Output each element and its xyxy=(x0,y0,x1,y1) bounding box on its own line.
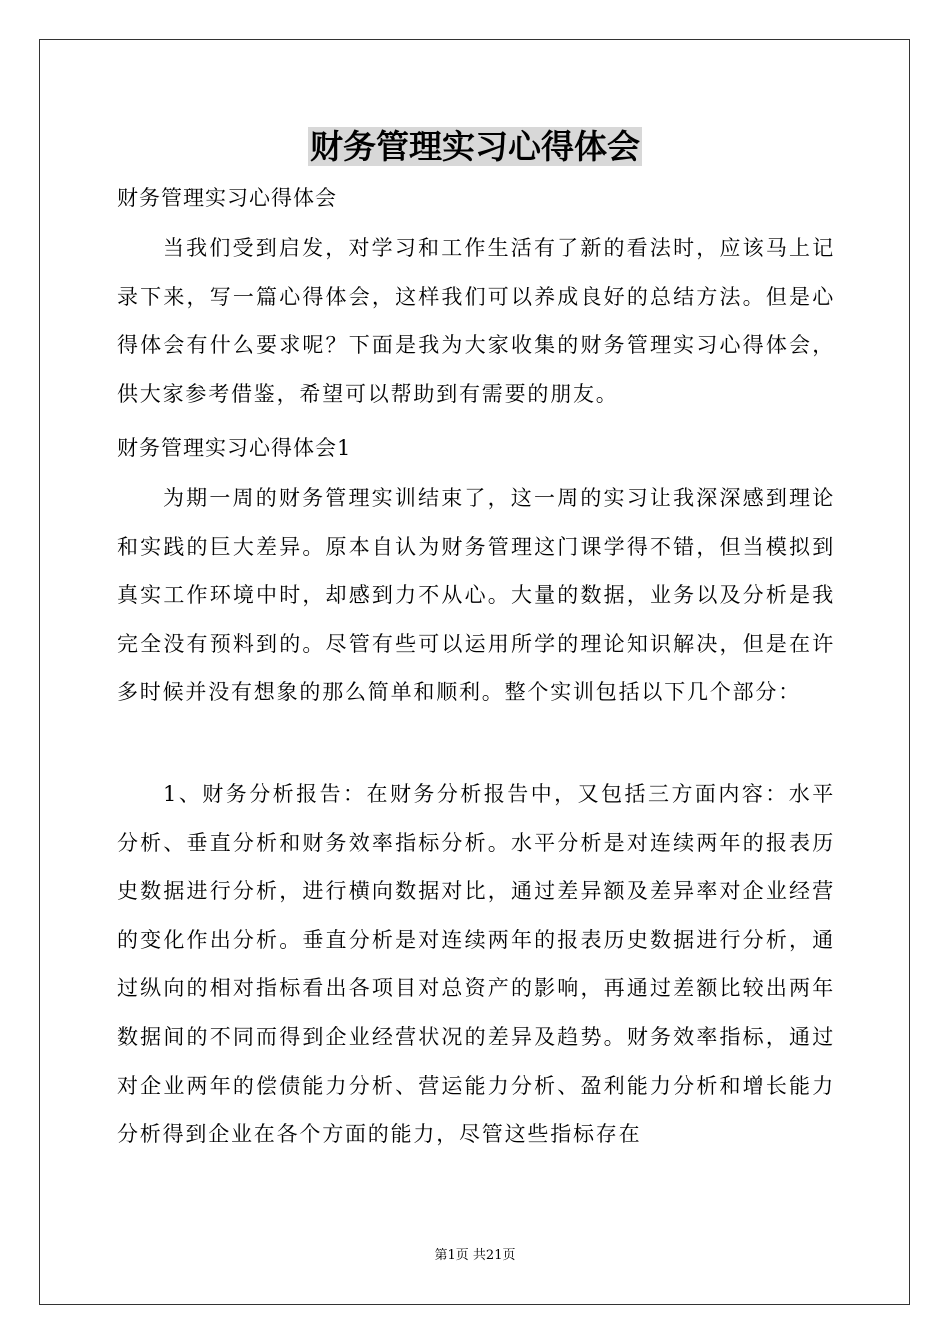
section-1-paragraph-1: 为期一周的财务管理实训结束了，这一周的实习让我深深感到理论和实践的巨大差异。原本自认为财务管理这门课学得不错，但当模拟到真实工作环境中时，却感到力不从心。大量的数据，业务以及分析是我完全没有预料到的。尽管有些可以运用所学的理论知识解决，但是在许多时候并没有想象的那么简单和顺利。整个实训包括以下几个部分： xyxy=(117,486,835,705)
document-title: 财务管理实习心得体会 xyxy=(310,127,640,166)
page-footer: 第1页 共21页 xyxy=(434,1248,516,1263)
intro-paragraph: 当我们受到启发，对学习和工作生活有了新的看法时，应该马上记录下来，写一篇心得体会，这样我们可以养成良好的总结方法。但是心得体会有什么要求呢？下面是我为大家收集的财务管理实习心得体会，供大家参考借鉴，希望可以帮助到有需要的朋友。 xyxy=(117,236,835,406)
subtitle: 财务管理实习心得体会 xyxy=(117,186,337,210)
section-1-heading: 财务管理实习心得体会1 xyxy=(117,436,352,460)
section-1-paragraph-2: 1、财务分析报告：在财务分析报告中，又包括三方面内容：水平分析、垂直分析和财务效率指标分析。水平分析是对连续两年的报表历史数据进行分析，进行横向数据对比，通过差异额及差异率对企业经营的变化作出分析。垂直分析是对连续两年的报表历史数据进行分析，通过纵向的相对指标看出各项目对总资产的影响，再通过差额比较出两年数据间的不同而得到企业经营状况的差异及趋势。财务效率指标，通过对企业两年的偿债能力分析、营运能力分析、盈利能力分析和增长能力分析得到企业在各个方面的能力，尽管这些指标存在 xyxy=(117,782,835,1147)
